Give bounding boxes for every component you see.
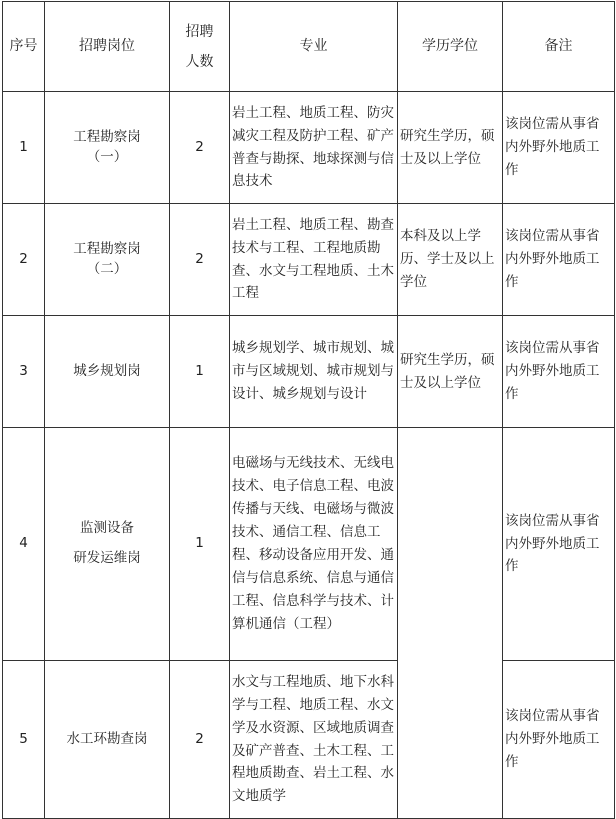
row-position-line: 水工环勘查岗 bbox=[66, 730, 148, 747]
row-position bbox=[45, 428, 170, 661]
row-position-line: 城乡规划岗 bbox=[73, 362, 141, 379]
row-position-line: 工程勘察岗 bbox=[73, 128, 141, 145]
row-position-line: （一） bbox=[86, 148, 128, 165]
row-note: 该岗位需从事省内外野外地质工作 bbox=[503, 661, 615, 819]
row-major: 电磁场与无线技术、无线电技术、电子信息工程、电波传播与天线、电磁场与微波技术、通信工程、信息工程、移动设备应用开发、通信与信息系统、信息与通信工程、信息科学与技术、计算机通信（工程） bbox=[230, 428, 398, 661]
header-index: 序号 bbox=[3, 2, 45, 92]
table-row bbox=[3, 92, 615, 204]
row-major: 岩土工程、地质工程、勘查技术与工程、工程地质勘查、水文与工程地质、土木工程 bbox=[230, 204, 398, 316]
row-index: 5 bbox=[3, 661, 45, 819]
row-position-line: 研发运维岗 bbox=[73, 550, 141, 566]
row-major: 城乡规划学、城市规划、城市与区域规划、城市规划与设计、城乡规划与设计 bbox=[230, 316, 398, 428]
table-row bbox=[3, 316, 615, 428]
row-count: 1 bbox=[170, 316, 230, 428]
table-row bbox=[3, 428, 615, 661]
header-note: 备注 bbox=[503, 2, 615, 92]
row-index: 1 bbox=[3, 92, 45, 204]
row-position bbox=[45, 92, 170, 204]
row-degree: 研究生学历，硕士及以上学位 bbox=[398, 92, 503, 204]
row-position bbox=[45, 204, 170, 316]
header-count-line1: 招聘 bbox=[185, 23, 214, 40]
row-position bbox=[45, 316, 170, 428]
row-position bbox=[45, 661, 170, 819]
row-index: 2 bbox=[3, 204, 45, 316]
header-count-line2: 人数 bbox=[185, 53, 214, 70]
row-degree: 本科及以上学历、学士及以上学位 bbox=[398, 204, 503, 316]
row-position-line: 监测设备 bbox=[80, 520, 134, 537]
row-major: 水文与工程地质、地下水科学与工程、地质工程、水文学及水资源、区域地质调查及矿产普查、土木工程、工程地质勘查、岩土工程、水文地质学 bbox=[230, 661, 398, 819]
row-count: 2 bbox=[170, 204, 230, 316]
row-position-line: （二） bbox=[86, 260, 128, 277]
header-position: 招聘岗位 bbox=[45, 2, 170, 92]
recruitment-table bbox=[2, 1, 615, 819]
row-count: 1 bbox=[170, 428, 230, 661]
row-degree-merged bbox=[398, 428, 503, 819]
row-note: 该岗位需从事省内外野外地质工作 bbox=[503, 204, 615, 316]
header-major: 专业 bbox=[230, 2, 398, 92]
header-degree: 学历学位 bbox=[398, 2, 503, 92]
row-position-line: 工程勘察岗 bbox=[73, 240, 141, 257]
row-note: 该岗位需从事省内外野外地质工作 bbox=[503, 428, 615, 661]
row-count: 2 bbox=[170, 92, 230, 204]
table-row bbox=[3, 204, 615, 316]
row-count: 2 bbox=[170, 661, 230, 819]
row-index: 4 bbox=[3, 428, 45, 661]
row-note: 该岗位需从事省内外野外地质工作 bbox=[503, 316, 615, 428]
row-index: 3 bbox=[3, 316, 45, 428]
table-row bbox=[3, 661, 615, 819]
row-major: 岩土工程、地质工程、防灾减灾工程及防护工程、矿产普查与勘探、地球探测与信息技术 bbox=[230, 92, 398, 204]
header-row bbox=[3, 2, 615, 92]
row-degree: 研究生学历，硕士及以上学位 bbox=[398, 316, 503, 428]
row-note: 该岗位需从事省内外野外地质工作 bbox=[503, 92, 615, 204]
header-count bbox=[170, 2, 230, 92]
